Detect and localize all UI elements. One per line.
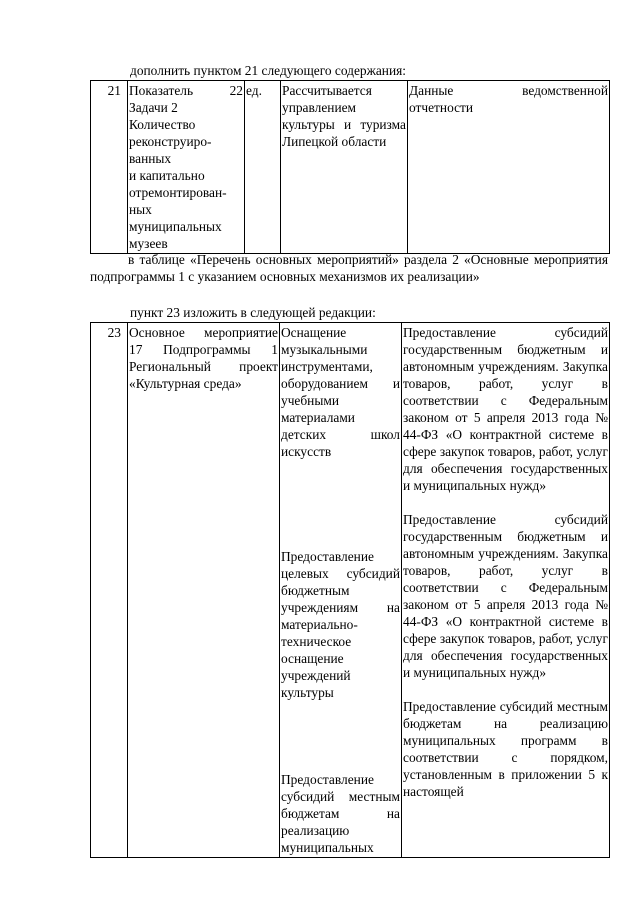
row-number: 23 xyxy=(91,323,128,858)
item23-intro: пункт 23 изложить в следующей редакции: xyxy=(130,305,376,320)
action-item: Предоставление целевых субсидий бюджетным учреждениям на материально-техническое оснащение учреждений культуры xyxy=(281,549,400,700)
indicator-cell: Показатель 22 Задачи 2 Количество реконструиро- ванных и капитально отремонтирован- ных муниципальных музеев xyxy=(128,81,245,254)
paragraph-table-change: в таблице «Перечень основных мероприятий» раздела 2 «Основные мероприятия подпрограммы 1 с указанием основных механизмов их реализации» xyxy=(90,252,608,284)
mechanism-item: Предоставление субсидий государственным бюджетным и автономным учреждениям. Закупка товаров, работ, услуг в соответствии с Федеральным законом от 5 апреля 2013 года № 44-ФЗ «О контрактной системе в сфере закупок товаров, работ, услуг для обеспечения государственных и муниципальных нужд» xyxy=(403,512,608,680)
action-item: Предоставление субсидий местным бюджетам на реализацию муниципальных xyxy=(281,772,400,855)
table-row xyxy=(91,81,610,254)
calculation-cell: Рассчитывается управлением культуры и туризма Липецкой области xyxy=(281,81,408,254)
event-cell: Основное мероприятие 17 Подпрограммы 1 Региональный проект «Культурная среда» xyxy=(128,323,280,858)
table-item-21 xyxy=(90,80,610,254)
row-number: 21 xyxy=(91,81,128,254)
actions-cell xyxy=(280,323,402,858)
intro-line: дополнить пунктом 21 следующего содержания: xyxy=(130,63,407,78)
unit-cell: ед. xyxy=(245,81,281,254)
mechanism-item: Предоставление субсидий местным бюджетам на реализацию муниципальных программ в соответствии с порядком, установленным в приложении 5 к настоящей xyxy=(403,699,608,799)
table-item-23 xyxy=(90,322,610,858)
action-item: Оснащение музыкальными инструментами, оборудованием и учебными материалами детских школ искусств xyxy=(281,325,400,459)
source-cell: Данные ведомственной отчетности xyxy=(408,81,610,254)
mechanism-item: Предоставление субсидий государственным бюджетным и автономным учреждениям. Закупка товаров, работ, услуг в соответствии с Федеральным законом от 5 апреля 2013 года № 44-ФЗ «О контрактной системе в сфере закупок товаров, работ, услуг для обеспечения государственных и муниципальных нужд» xyxy=(403,325,608,493)
mechanisms-cell xyxy=(402,323,610,858)
table-row xyxy=(91,323,610,858)
